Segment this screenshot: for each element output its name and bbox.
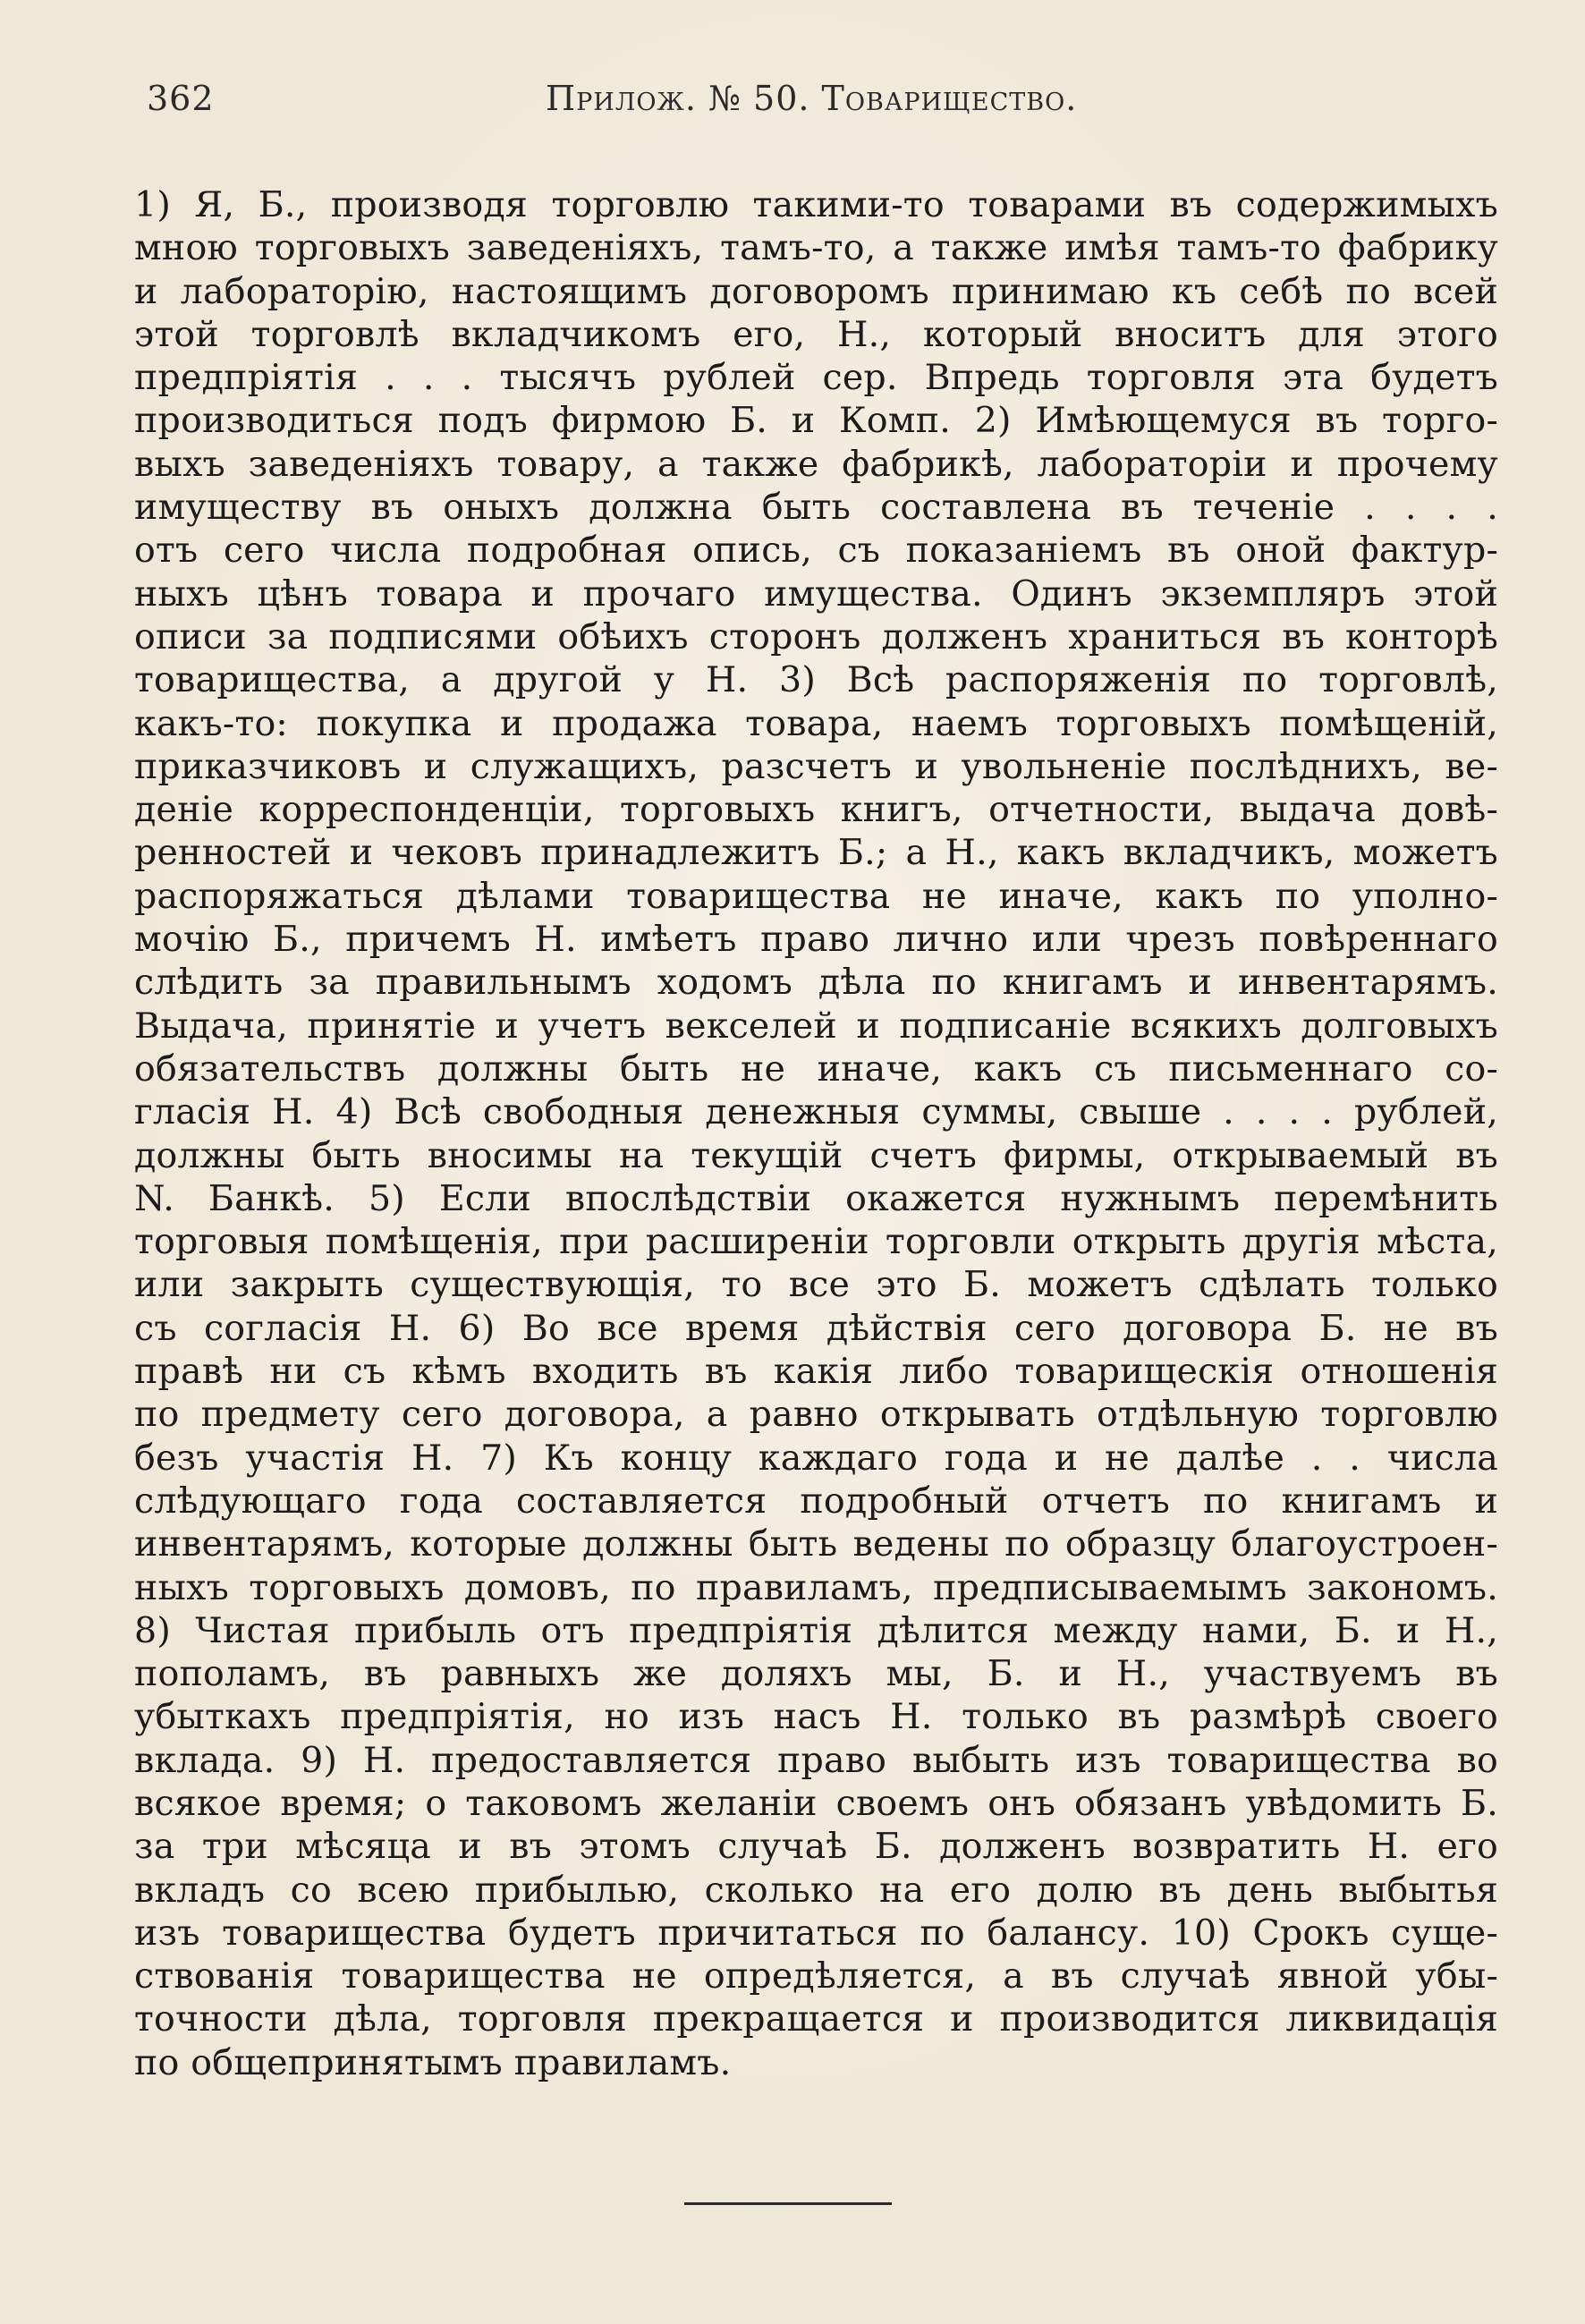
text-line: мочію Б., причемъ Н. имѣетъ право лично или чрезъ повѣреннаго (134, 919, 1498, 961)
text-line: и лабораторію, настоящимъ договоромъ принимаю къ себѣ по всей (134, 270, 1498, 312)
text-line: распоряжаться дѣлами товарищества не иначе, какъ по уполно- (134, 875, 1498, 917)
text-line: безъ участія Н. 7) Къ концу каждаго года и не далѣе . . числа (134, 1437, 1498, 1479)
text-line: съ согласія Н. 6) Во все время дѣйствія сего договора Б. не въ (134, 1307, 1498, 1349)
text-line: 8) Чистая прибыль отъ предпріятія дѣлится между нами, Б. и Н., (134, 1609, 1498, 1651)
text-line: слѣдующаго года составляется подробный отчетъ по книгамъ и (134, 1480, 1498, 1522)
text-line: обязательствъ должны быть не иначе, какъ съ письменнаго со- (134, 1047, 1498, 1090)
text-line: деніе корреспонденціи, торговыхъ книгъ, отчетности, выдача довѣ- (134, 789, 1498, 831)
text-line: выхъ заведеніяхъ товару, а также фабрикѣ, лабораторіи и прочему (134, 443, 1498, 485)
body-text (134, 183, 1498, 2084)
text-line: всякое время; о таковомъ желаніи своемъ онъ обязанъ увѣдомить Б. (134, 1782, 1498, 1824)
text-line: мною торговыхъ заведеніяхъ, тамъ-то, а также имѣя тамъ-то фабрику (134, 227, 1498, 269)
text-line: пополамъ, въ равныхъ же доляхъ мы, Б. и Н., участвуемъ въ (134, 1653, 1498, 1695)
page-number: 362 (147, 79, 215, 118)
text-line: ренностей и чековъ принадлежитъ Б.; а Н., какъ вкладчикъ, можетъ (134, 832, 1498, 874)
text-line: убыткахъ предпріятія, но изъ насъ Н. только въ размѣрѣ своего (134, 1696, 1498, 1738)
text-line: этой торговлѣ вкладчикомъ его, Н., который вноситъ для этого (134, 313, 1498, 355)
text-line: торговыя помѣщенія, при расширеніи торговли открыть другія мѣста, (134, 1221, 1498, 1263)
text-line: или закрыть существующія, то все это Б. можетъ сдѣлать только (134, 1264, 1498, 1306)
text-line: точности дѣла, торговля прекращается и производится ликвидація (134, 1998, 1498, 2040)
text-line: приказчиковъ и служащихъ, разсчетъ и увольненіе послѣднихъ, ве- (134, 745, 1498, 787)
text-line: должны быть вносимы на текущій счетъ фирмы, открываемый въ (134, 1134, 1498, 1176)
text-line: ныхъ торговыхъ домовъ, по правиламъ, предписываемымъ закономъ. (134, 1566, 1498, 1608)
text-line: 1) Я, Б., производя торговлю такими-то товарами въ содержимыхъ (134, 184, 1498, 225)
text-line: изъ товарищества будетъ причитаться по балансу. 10) Срокъ суще- (134, 1912, 1498, 1954)
text-line: Выдача, принятіе и учетъ векселей и подписаніе всякихъ долговыхъ (134, 1005, 1498, 1047)
text-line: производиться подъ фирмою Б. и Комп. 2) Имѣющемуся въ торго- (134, 400, 1498, 442)
text-line: вкладъ со всею прибылью, сколько на его долю въ день выбытья (134, 1869, 1498, 1911)
text-line: описи за подписями обѣихъ сторонъ долженъ храниться въ конторѣ (134, 615, 1498, 657)
text-line: товарищества, а другой у Н. 3) Всѣ распоряженія по торговлѣ, (134, 659, 1498, 701)
text-line: предпріятія . . . тысячъ рублей сер. Впредь торговля эта будетъ (134, 357, 1498, 399)
text-line: гласія Н. 4) Всѣ свободныя денежныя суммы, свыше . . . . рублей, (134, 1091, 1498, 1133)
text-line: какъ-то: покупка и продажа товара, наемъ торговыхъ помѣщеній, (134, 702, 1498, 744)
text-line: за три мѣсяца и въ этомъ случаѣ Б. долженъ возвратить Н. его (134, 1826, 1498, 1868)
text-line: ныхъ цѣнъ товара и прочаго имущества. Одинъ экземпляръ этой (134, 573, 1498, 615)
text-line: отъ сего числа подробная опись, съ показаніемъ въ оной фактур- (134, 530, 1498, 572)
text-line: по общепринятымъ правиламъ. (134, 2041, 732, 2083)
text-line: N. Банкѣ. 5) Если впослѣдствіи окажется нужнымъ перемѣнить (134, 1177, 1498, 1219)
text-line: ствованія товарищества не опредѣляется, а въ случаѣ явной убы- (134, 1955, 1498, 1997)
text-line: инвентарямъ, которые должны быть ведены по образцу благоустроен- (134, 1523, 1498, 1565)
text-line: слѣдить за правильнымъ ходомъ дѣла по книгамъ и инвентарямъ. (134, 962, 1498, 1004)
text-line: по предмету сего договора, а равно открывать отдѣльную торговлю (134, 1394, 1498, 1436)
text-line: имуществу въ оныхъ должна быть составлена въ теченіе . . . . (134, 487, 1498, 529)
running-title: Прилож. № 50. Товарищество. (546, 79, 1078, 118)
text-line: правѣ ни съ кѣмъ входить въ какія либо товарищескія отношенія (134, 1351, 1498, 1393)
end-rule-divider (684, 2202, 892, 2205)
page-header (143, 79, 1485, 132)
text-line: вклада. 9) Н. предоставляется право выбыть изъ товарищества во (134, 1739, 1498, 1781)
